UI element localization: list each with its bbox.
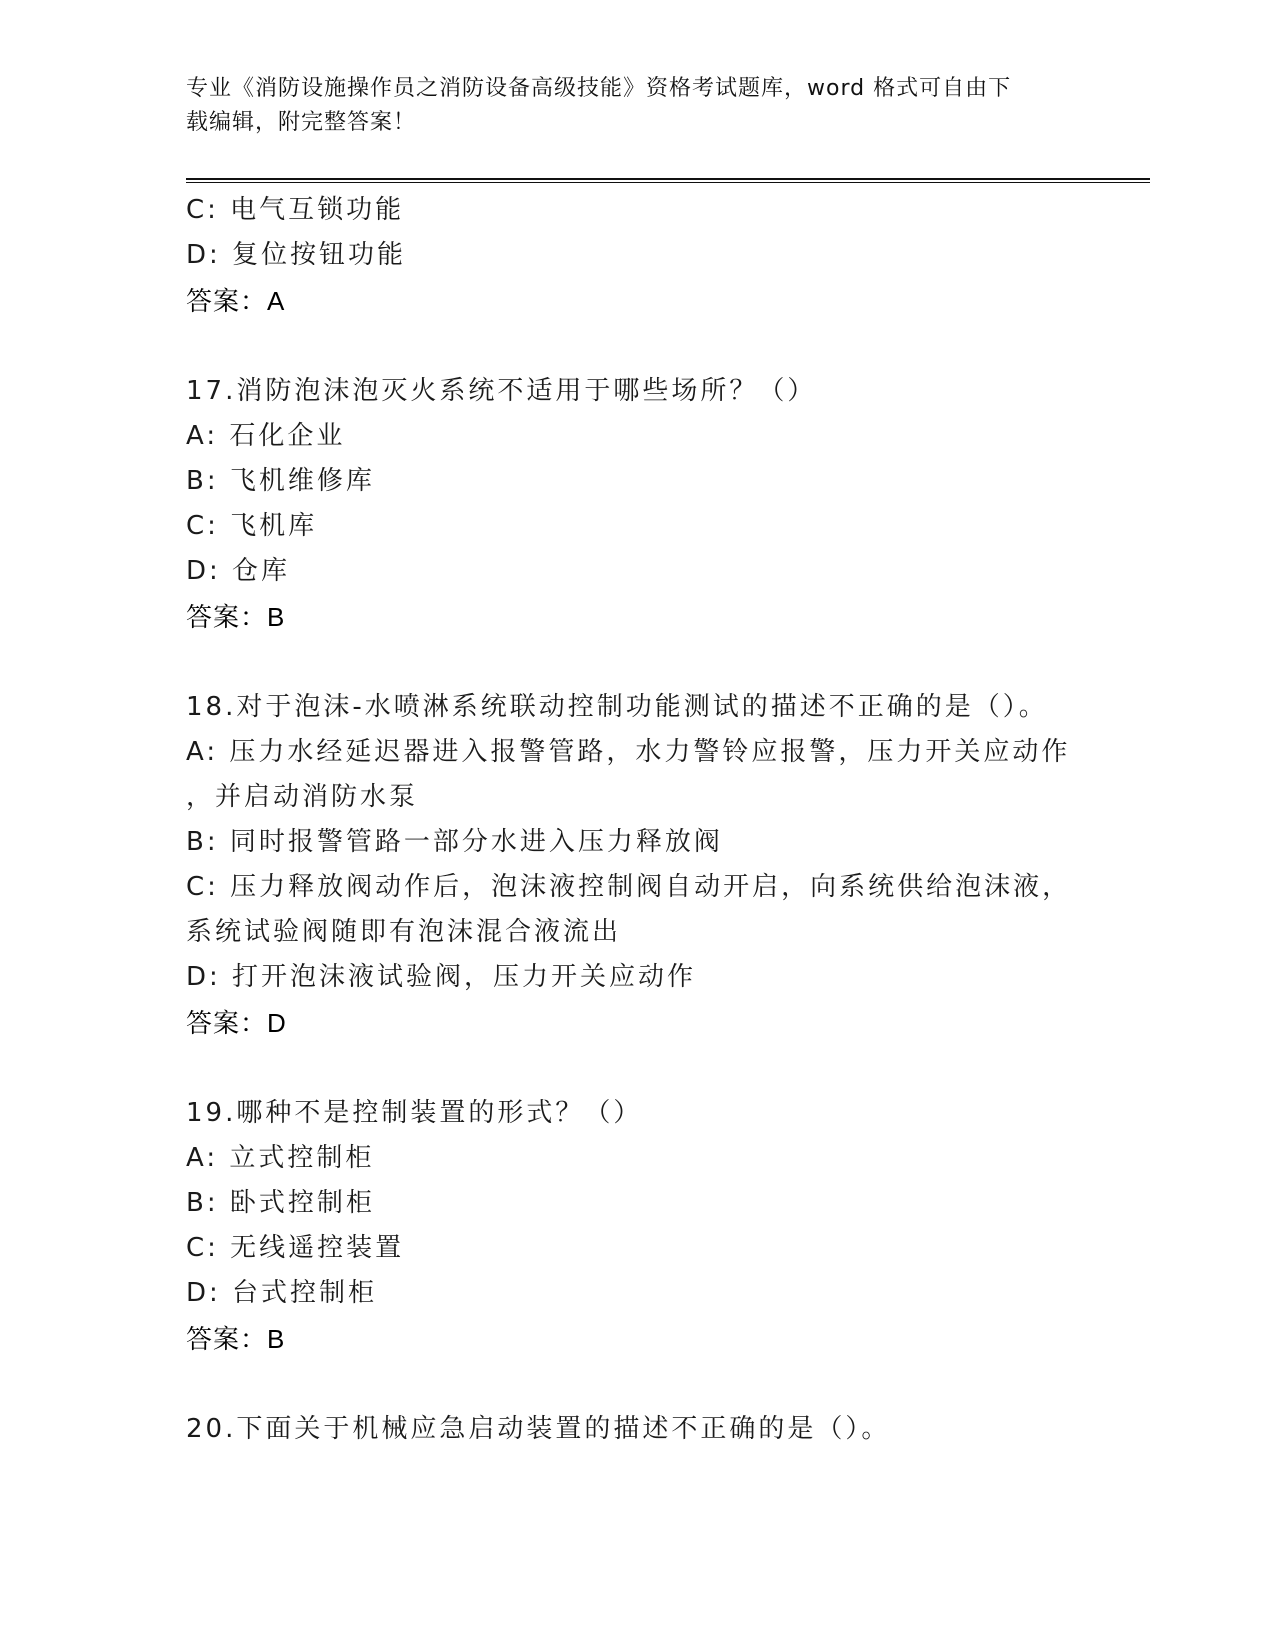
option-a: A: 石化企业 <box>186 421 346 451</box>
option-d: D: 打开泡沫液试验阀，压力开关应动作 <box>186 962 697 992</box>
option-c: C: 无线遥控装置 <box>186 1233 405 1263</box>
question-text: 18.对于泡沫-水喷淋系统联动控制功能测试的描述不正确的是（）。 <box>186 692 1048 722</box>
question-block <box>186 1091 1086 1362</box>
option-c: C: 压力释放阀动作后，泡沫液控制阀自动开启，向系统供给泡沫液， <box>186 872 1072 902</box>
header-divider-thin <box>186 182 1150 183</box>
option-b: B: 卧式控制柜 <box>186 1188 375 1218</box>
option-d: D: 台式控制柜 <box>186 1278 378 1308</box>
option-a-continued: ，并启动消防水泵 <box>186 782 419 812</box>
option-b: B: 飞机维修库 <box>186 466 375 496</box>
question-list <box>186 188 1086 1452</box>
question-text: 19.哪种不是控制装置的形式？（） <box>186 1098 643 1128</box>
answer-line: 答案：A <box>186 286 286 316</box>
question-block <box>186 369 1086 640</box>
document-header <box>186 72 1066 140</box>
header-line-1: 专业《消防设施操作员之消防设备高级技能》资格考试题库，word 格式可自由下 <box>186 76 1012 101</box>
answer-line: 答案：B <box>186 602 286 632</box>
question-text: 17.消防泡沫泡灭火系统不适用于哪些场所？（） <box>186 376 817 406</box>
answer-line: 答案：B <box>186 1324 286 1354</box>
option-a: A: 压力水经延迟器进入报警管路，水力警铃应报警，压力开关应动作 <box>186 737 1071 767</box>
option-a: A: 立式控制柜 <box>186 1143 375 1173</box>
answer-line: 答案：D <box>186 1008 287 1038</box>
option-b: B: 同时报警管路一部分水进入压力释放阀 <box>186 827 723 857</box>
option-c: C: 飞机库 <box>186 511 318 541</box>
option-c-continued: 系统试验阀随即有泡沫混合液流出 <box>186 917 622 947</box>
question-text: 20.下面关于机械应急启动装置的描述不正确的是（）。 <box>186 1414 891 1444</box>
option-d: D: 仓库 <box>186 556 291 586</box>
question-block <box>186 1407 1086 1452</box>
header-line-2: 载编辑，附完整答案！ <box>186 110 417 135</box>
question-block <box>186 685 1086 1046</box>
question-block <box>186 188 1086 324</box>
option-c: C: 电气互锁功能 <box>186 195 405 225</box>
option-d: D: 复位按钮功能 <box>186 240 407 270</box>
header-divider-thick <box>186 178 1150 180</box>
